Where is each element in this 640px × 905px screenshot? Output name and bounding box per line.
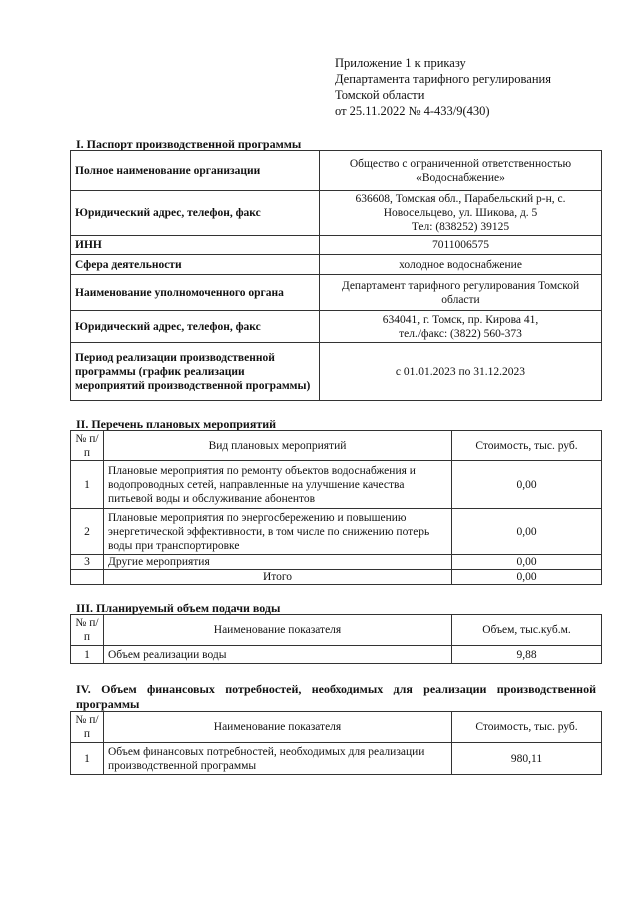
cell-name: Плановые мероприятия по энергосбережению и повышению энергетической эффективности, в том числе по снижению потерь воды при транспортировке — [104, 509, 452, 555]
header-line: Приложение 1 к приказу — [335, 56, 466, 70]
cell-value: 9,88 — [452, 646, 602, 664]
passport-table — [70, 150, 602, 401]
cell-cost: 980,11 — [452, 743, 602, 775]
header-cost: Стоимость, тыс. руб. — [452, 712, 602, 743]
table-row — [71, 275, 602, 311]
cell-cost: 0,00 — [452, 509, 602, 555]
cell-name: Плановые мероприятия по ремонту объектов водоснабжения и водопроводных сетей, направленные на улучшение качества питьевой воды и обслуживание абонентов — [104, 461, 452, 509]
header-num: № п/п — [71, 615, 104, 646]
row-label: Юридический адрес, телефон, факс — [71, 191, 320, 236]
cell-name: Объем финансовых потребностей, необходимых для реализации производственной программы — [104, 743, 452, 775]
header-name: Наименование показателя — [104, 712, 452, 743]
header-cost: Стоимость, тыс. руб. — [452, 431, 602, 461]
activities-table — [70, 430, 602, 585]
cell-num: 3 — [71, 555, 104, 570]
row-value: Департамент тарифного регулирования Томской области — [320, 275, 602, 311]
table-row — [71, 191, 602, 236]
header-line: от 25.11.2022 № 4-433/9(430) — [335, 104, 490, 118]
table-row — [71, 236, 602, 255]
table-row — [71, 743, 602, 775]
row-value: 634041, г. Томск, пр. Кирова 41, тел./факс: (3822) 560-373 — [320, 311, 602, 343]
section-1-title: I. Паспорт производственной программы — [76, 137, 302, 151]
document-header — [335, 55, 551, 119]
cell-cost: 0,00 — [452, 461, 602, 509]
section-4-title: IV. Объем финансовых потребностей, необходимых для реализации производственной программы — [76, 682, 596, 711]
table-row — [71, 343, 602, 401]
cell-num: 2 — [71, 509, 104, 555]
header-name: Наименование показателя — [104, 615, 452, 646]
row-label: Полное наименование организации — [71, 151, 320, 191]
row-label: Наименование уполномоченного органа — [71, 275, 320, 311]
table-row — [71, 461, 602, 509]
header-num: № п/п — [71, 712, 104, 743]
row-value: Общество с ограниченной ответственностью «Водоснабжение» — [320, 151, 602, 191]
table-row — [71, 151, 602, 191]
row-value: 7011006575 — [320, 236, 602, 255]
cell-empty — [71, 570, 104, 585]
table-row — [71, 255, 602, 275]
financial-table — [70, 711, 602, 775]
table-row — [71, 509, 602, 555]
header-line: Департамента тарифного регулирования — [335, 72, 551, 86]
section-3-title: III. Планируемый объем подачи воды — [76, 601, 281, 615]
row-label: Юридический адрес, телефон, факс — [71, 311, 320, 343]
section-2-title: II. Перечень плановых мероприятий — [76, 417, 277, 431]
header-value: Объем, тыс.куб.м. — [452, 615, 602, 646]
cell-num: 1 — [71, 646, 104, 664]
row-value: с 01.01.2023 по 31.12.2023 — [320, 343, 602, 401]
table-header-row — [71, 431, 602, 461]
cell-num: 1 — [71, 743, 104, 775]
row-value: 636608, Томская обл., Парабельский р-н, с. Новосельцево, ул. Шикова, д. 5 Тел: (838252) 39125 — [320, 191, 602, 236]
row-value: холодное водоснабжение — [320, 255, 602, 275]
header-num: № п/п — [71, 431, 104, 461]
cell-name: Объем реализации воды — [104, 646, 452, 664]
header-name: Вид плановых мероприятий — [104, 431, 452, 461]
table-header-row — [71, 615, 602, 646]
cell-cost: 0,00 — [452, 555, 602, 570]
cell-name: Другие мероприятия — [104, 555, 452, 570]
table-header-row — [71, 712, 602, 743]
row-label: Период реализации производственной программы (график реализации мероприятий производственной программы) — [71, 343, 320, 401]
cell-num: 1 — [71, 461, 104, 509]
total-label: Итого — [104, 570, 452, 585]
row-label: ИНН — [71, 236, 320, 255]
table-row — [71, 311, 602, 343]
volume-table — [70, 614, 602, 664]
table-row — [71, 555, 602, 570]
table-row — [71, 646, 602, 664]
total-cost: 0,00 — [452, 570, 602, 585]
table-total-row — [71, 570, 602, 585]
header-line: Томской области — [335, 88, 425, 102]
row-label: Сфера деятельности — [71, 255, 320, 275]
